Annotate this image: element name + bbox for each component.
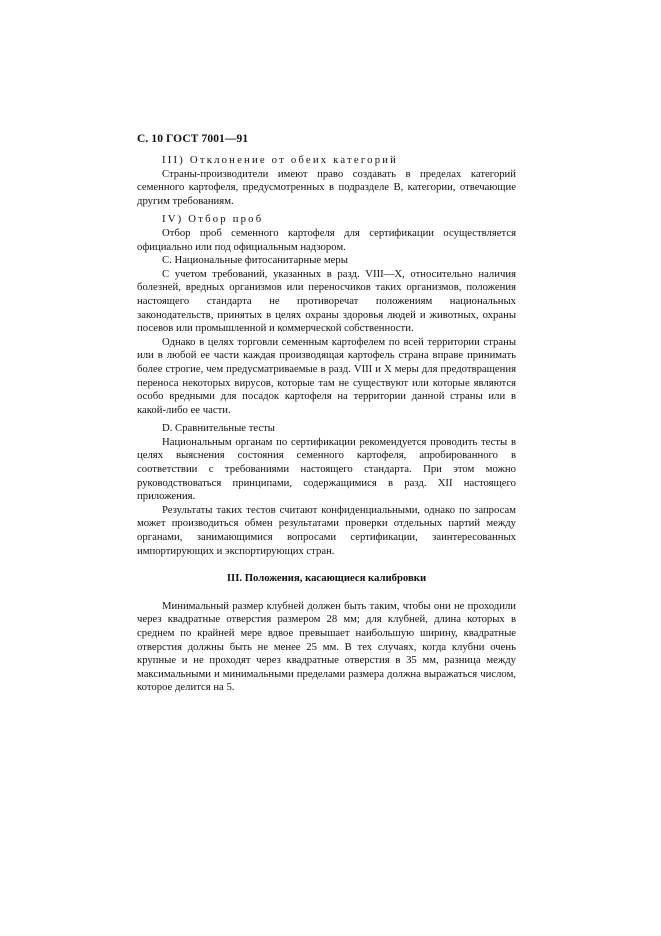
part-d-paragraph-2: Результаты таких тестов считают конфиденциальными, однако по запросам может производиться обмен результатами проверки отдельных партий между органами, занимающимися вопросами сертификации, заинтересованных импортирующих и экспортирующих стран.: [137, 503, 516, 557]
part-c-paragraph-2: Однако в целях торговли семенным картофелем по всей территории страны или в любой ее части каждая производящая картофель страна вправе принимать более строгие, чем предусматриваемые в разд. VIII и X меры для предотвращения переноса некоторых вирусов, которые там не существуют или которые являются особо вредными для посадок картофеля на территории данной страны или в какой-либо ее части.: [137, 335, 516, 416]
part-d-paragraph-1: Национальным органам по сертификации рекомендуется проводить тесты в целях выяснения состояния семенного картофеля, апробированного в соответствии с требованиями настоящего стандарта. При этом можно руководствоваться принципами, содержащимися в разд. XII настоящего приложения.: [137, 435, 516, 503]
part-c-heading: C. Национальные фитосанитарные меры: [162, 254, 348, 267]
subsection-iii-heading: III) Отклонение от обеих категорий: [162, 154, 399, 166]
section-iii-title: III. Положения, касающиеся калибровки: [226, 572, 427, 585]
spacer: [137, 558, 516, 572]
part-d-heading: D. Сравнительные тесты: [162, 422, 275, 435]
section-iii-paragraph-1: Минимальный размер клубней должен быть таким, чтобы они не проходили через квадратные отверстия размером 28 мм; для клубней, длина которых в среднем по крайней мере вдвое превышает наибольшую ширину, квадратные отверстия должны быть не менее 25 мм. В тех случаях, когда клубни очень крупные и не проходят через квадратные отверстия в 35 мм, разница между максимальными и минимальными пределами размера должна выражаться числом, которое делится на 5.: [137, 599, 516, 694]
subsection-iii-text: Страны-производители имеют право создавать в пределах категорий семенного картофеля, предусмотренных в подразделе В, категории, отвечающие другим требованиям.: [137, 167, 516, 207]
page-content: [137, 154, 516, 695]
subsection-iv-text: Отбор проб семенного картофеля для сертификации осуществляется официально или под официальным надзором.: [137, 226, 516, 253]
part-c-paragraph-1: С учетом требований, указанных в разд. VIII—X, относительно наличия болезней, вредных организмов или переносчиков таких организмов, положения настоящего стандарта не противоречат положениям национальных законодательств, принятых в целях охраны здоровья людей и животных, охраны посевов или промышленной и коммерческой собственности.: [137, 267, 516, 335]
subsection-iv-heading: IV) Отбор проб: [162, 213, 264, 226]
page-header: С. 10 ГОСТ 7001—91: [137, 133, 249, 145]
spacer: [137, 586, 516, 600]
